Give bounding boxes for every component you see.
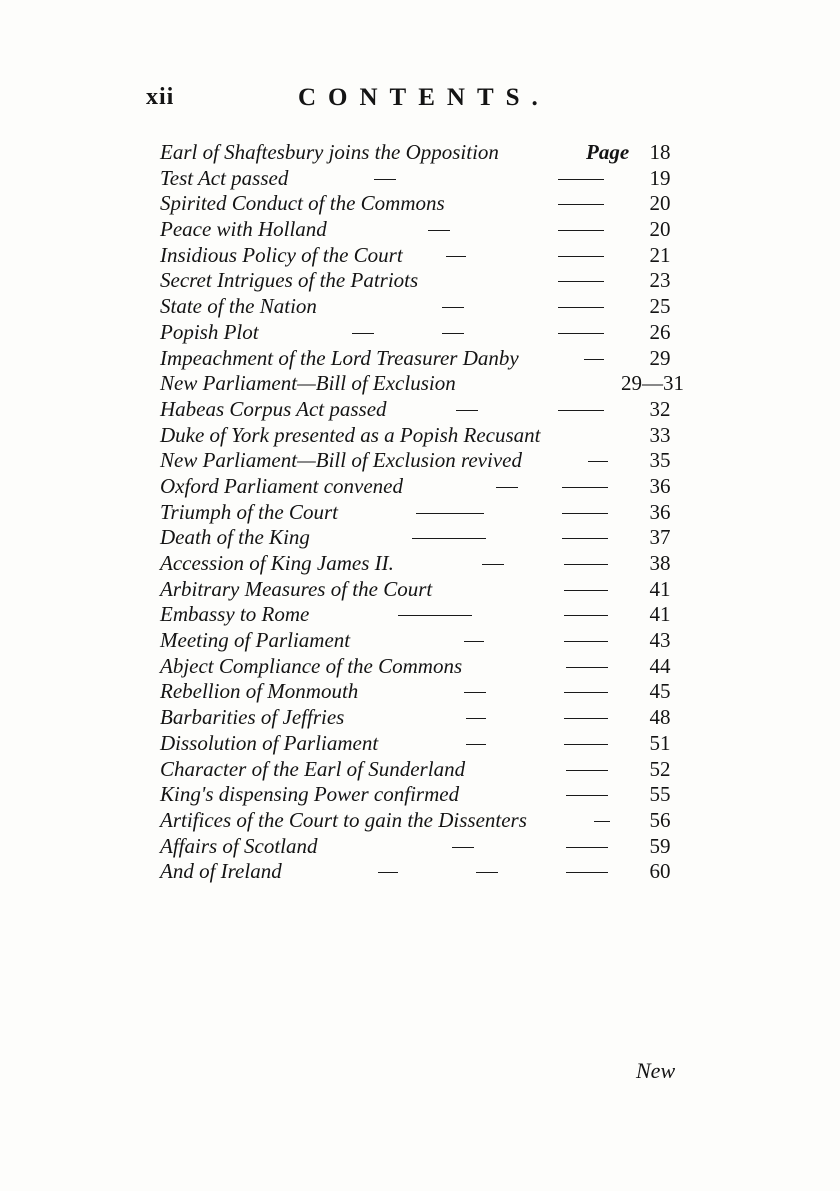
leader-dash (452, 847, 474, 848)
toc-entry-title: Artifices of the Court to gain the Dissenters (160, 807, 527, 832)
toc-entry (160, 525, 690, 551)
leader-dash (562, 538, 608, 539)
toc-entry (160, 166, 690, 192)
toc-entry-page: 18 (649, 140, 671, 164)
toc-entry-title: Embassy to Rome (160, 602, 310, 627)
toc-entry-page: 41 (649, 602, 671, 627)
leader-dash (464, 641, 484, 642)
toc-entry (160, 859, 690, 885)
toc-entry (160, 757, 690, 783)
leader-dash (564, 615, 608, 616)
leader-dash (378, 872, 398, 873)
toc-entry (160, 320, 690, 346)
toc-entry (160, 191, 690, 217)
leader-dash (476, 872, 498, 873)
leader-dash (566, 872, 608, 873)
page-column-label: Page (586, 140, 630, 164)
toc-entry-page: 36 (649, 473, 671, 498)
toc-entry (160, 808, 690, 834)
toc-entry-title: Accession of King James II. (160, 551, 394, 575)
leader-dash (566, 770, 608, 771)
toc-entry-title: Earl of Shaftesbury joins the Opposition (160, 140, 499, 164)
toc-entry-page: 44 (649, 653, 671, 678)
toc-entry-page: 25 (649, 294, 671, 319)
toc-entry-title: Popish Plot (160, 319, 259, 344)
toc-entry-page: 35 (649, 448, 671, 473)
toc-entry (160, 628, 690, 654)
toc-entry-title: Arbitrary Measures of the Court (160, 576, 433, 601)
leader-dash (558, 204, 604, 205)
toc-entry (160, 731, 690, 757)
toc-entry-title: Dissolution of Parliament (160, 730, 379, 755)
toc-entry-title: King's dispensing Power confirmed (160, 782, 460, 807)
toc-entry-title: New Parliament—Bill of Exclusion (160, 371, 456, 396)
toc-entry-title: Habeas Corpus Act passed (160, 396, 387, 421)
page-header (146, 84, 686, 124)
leader-dash (566, 667, 608, 668)
toc-entry-page: 38 (649, 551, 671, 575)
toc-entry-title: Insidious Policy of the Court (160, 242, 403, 267)
toc-entry-title: Meeting of Parliament (160, 628, 351, 653)
leader-dash (442, 333, 464, 334)
toc-entry (160, 448, 690, 474)
toc-entry-title: New Parliament—Bill of Exclusion revived (160, 448, 522, 473)
toc-entry-title: Rebellion of Monmouth (160, 679, 359, 704)
leader-dash (558, 410, 604, 411)
toc-entry (160, 577, 690, 603)
leader-dash (412, 538, 486, 539)
leader-dash (558, 307, 604, 308)
leader-dash (464, 692, 486, 693)
leader-dash (558, 281, 604, 282)
leader-dash (564, 692, 608, 693)
toc-entry (160, 705, 690, 731)
toc-entry-page: 51 (649, 730, 671, 755)
toc-entry (160, 346, 690, 372)
toc-entry (160, 654, 690, 680)
leader-dash (352, 333, 374, 334)
leader-dash (564, 590, 608, 591)
leader-dash (446, 256, 466, 257)
leader-dash (374, 179, 396, 180)
toc-entry-title: Spirited Conduct of the Commons (160, 191, 445, 216)
leader-dash (564, 564, 608, 565)
toc-entry-title: Affairs of Scotland (160, 833, 318, 858)
toc-entry-page: 23 (649, 268, 671, 293)
toc-entry (160, 500, 690, 526)
leader-dash (466, 744, 486, 745)
toc-entry-title: Duke of York presented as a Popish Recusant (160, 422, 541, 447)
toc-entry-page: 26 (649, 319, 671, 344)
toc-entry (160, 397, 690, 423)
leader-dash (558, 256, 604, 257)
leader-dash (564, 718, 608, 719)
toc-entry-page: 56 (649, 807, 671, 832)
toc-entry-title: Oxford Parliament convened (160, 473, 403, 498)
toc-entry-page: 48 (649, 705, 671, 730)
folio-number: xii (146, 84, 175, 110)
toc-entry-title: And of Ireland (160, 859, 282, 884)
toc-entry-page: 36 (649, 499, 671, 524)
toc-entry (160, 782, 690, 808)
toc-entry-page: 45 (649, 679, 671, 704)
toc-entry-title: Impeachment of the Lord Treasurer Danby (160, 345, 519, 370)
leader-dash (564, 744, 608, 745)
leader-dash (558, 230, 604, 231)
toc-entry (160, 474, 690, 500)
toc-entry-title: Test Act passed (160, 165, 289, 190)
toc-entry-page: 43 (649, 628, 671, 653)
toc-entry-title: Character of the Earl of Sunderland (160, 756, 466, 781)
leader-dash (558, 333, 604, 334)
toc-entry-page: 29 (649, 345, 671, 370)
toc-entry-title: Peace with Holland (160, 217, 327, 242)
toc-entry (160, 371, 690, 397)
leader-dash (442, 307, 464, 308)
leader-dash (416, 513, 484, 514)
toc-entry-page: 33 (649, 422, 671, 447)
toc-entry (160, 834, 690, 860)
toc-entry-title: Secret Intrigues of the Patriots (160, 268, 419, 293)
leader-dash (466, 718, 486, 719)
running-title: CONTENTS. (298, 84, 550, 111)
toc-entry-title: Triumph of the Court (160, 499, 338, 524)
toc-entry-page: 37 (649, 525, 671, 550)
toc-entry (160, 294, 690, 320)
leader-dash (562, 513, 608, 514)
toc-entry-page: 20 (649, 217, 671, 242)
toc-entry (160, 679, 690, 705)
leader-dash (584, 359, 604, 360)
toc-entry-title: Abject Compliance of the Commons (160, 653, 463, 678)
toc-entry (160, 551, 690, 577)
toc-entry-page: 59 (649, 833, 671, 858)
catchword: New (636, 1058, 676, 1083)
toc-entry-page: 21 (649, 242, 671, 267)
toc-entry-page: 41 (649, 576, 671, 601)
toc-entry-page: 55 (649, 782, 671, 807)
toc-entry-page: 20 (649, 191, 671, 216)
toc-entry (160, 140, 690, 166)
leader-dash (562, 487, 608, 488)
leader-dash (398, 615, 472, 616)
toc-entry (160, 217, 690, 243)
leader-dash (558, 179, 604, 180)
toc-entry (160, 268, 690, 294)
leader-dash (496, 487, 518, 488)
toc-entry (160, 602, 690, 628)
toc-entry (160, 243, 690, 269)
leader-dash (588, 461, 608, 462)
toc-entry-title: State of the Nation (160, 294, 317, 319)
table-of-contents (160, 140, 690, 885)
toc-entry-page: 32 (649, 396, 671, 421)
leader-dash (482, 564, 504, 565)
toc-entry-page: 60 (649, 859, 671, 884)
leader-dash (564, 641, 608, 642)
leader-dash (594, 821, 610, 822)
leader-dash (566, 795, 608, 796)
toc-entry-title: Death of the King (160, 525, 310, 550)
toc-entry-title: Barbarities of Jeffries (160, 705, 345, 730)
leader-dash (566, 847, 608, 848)
toc-entry-page: 29—31 (621, 371, 684, 396)
toc-entry (160, 423, 690, 449)
toc-entry-page: 19 (649, 165, 671, 190)
leader-dash (428, 230, 450, 231)
leader-dash (456, 410, 478, 411)
toc-entry-page: 52 (649, 756, 671, 781)
